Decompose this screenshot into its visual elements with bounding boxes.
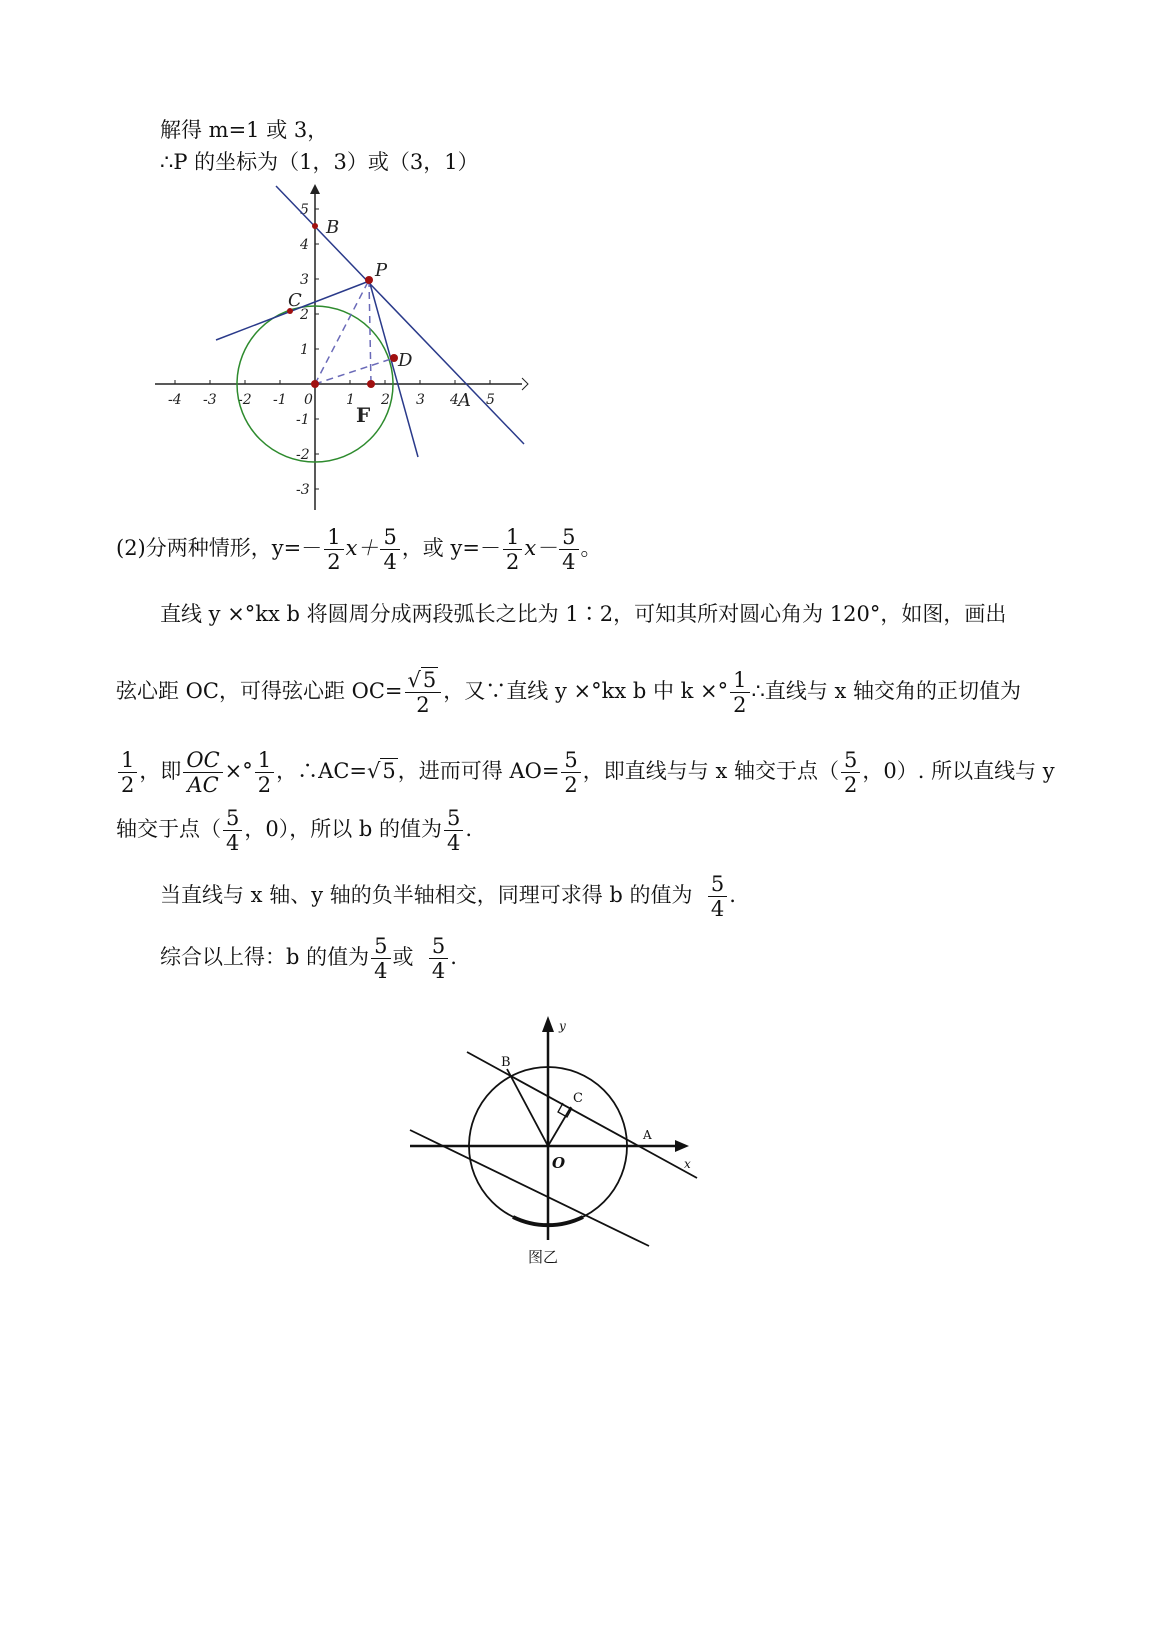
text-segment: ，∴AC=	[276, 759, 367, 783]
fraction-5-4: $\frac{5}{4}$	[371, 934, 390, 983]
point-b	[312, 223, 318, 229]
point-o	[311, 380, 319, 388]
fraction-5-4: $\frac{5}{4}$	[444, 806, 463, 855]
text-segment: 弦心距 OC，可得弦心距 OC=	[116, 679, 403, 703]
text-segment: ，或 y=－	[401, 536, 501, 560]
y-tick-label: 2	[300, 307, 309, 323]
point-p	[365, 276, 373, 284]
label-a: A	[643, 1128, 652, 1142]
dashed-pf	[369, 280, 371, 384]
x-tick-label: -3	[203, 392, 217, 408]
y-tick-label: 5	[300, 202, 309, 218]
text-segment: 。	[580, 536, 602, 560]
x-axis-arrow-icon	[522, 378, 528, 390]
y-axis-arrow-icon	[310, 184, 320, 194]
fraction-1-2: $\frac{1}{2}$	[255, 748, 274, 797]
x-tick-label: 5	[486, 392, 495, 408]
figure-caption: 图乙	[528, 1248, 559, 1266]
y-tick-label: 3	[300, 272, 309, 288]
text-line-chord-distance	[116, 662, 1021, 720]
y-tick-label: 1	[300, 342, 309, 358]
x-axis-arrow-icon	[675, 1140, 689, 1152]
fraction-5-2: $\frac{5}{2}$	[561, 748, 580, 797]
label-a: A	[458, 390, 471, 411]
fraction-sqrt5-2: $\frac{√5}{2}$	[405, 668, 442, 717]
text-segment: 或	[392, 945, 414, 969]
text-segment: x＋	[345, 536, 379, 560]
figure-1-coordinate-graph	[150, 180, 540, 515]
text-line-p-coordinates: ∴P 的坐标为（1，3）或（3，1）	[160, 150, 479, 174]
text-segment: ，0），所以 b 的值为	[244, 817, 443, 841]
label-b: B	[326, 217, 340, 238]
text-line-arc-ratio: 直线 y ×°kx b 将圆周分成两段弧长之比为 1∶2，可知其所对圆心角为 120°，如图，画出	[160, 602, 1007, 626]
text-segment: ，即直线与与 x 轴交于点（	[582, 759, 839, 783]
text-segment: ∴直线与 x 轴交角的正切值为	[751, 679, 1022, 703]
label-f: F	[356, 403, 371, 427]
text-segment: 轴交于点（	[116, 817, 221, 841]
line-upper-ab	[467, 1052, 697, 1178]
y-tick-label: 4	[300, 237, 309, 253]
text-segment: (2)分两种情形，y=－	[116, 536, 323, 560]
fraction-5-4: $\frac{5}{4}$	[429, 934, 448, 983]
y-axis-arrow-icon	[542, 1016, 554, 1032]
text-segment: .	[465, 817, 473, 841]
x-tick-label: 2	[381, 392, 390, 408]
label-c: C	[288, 290, 302, 311]
fraction-5-4: $\frac{5}{4}$	[380, 525, 399, 574]
y-tick-label: -3	[296, 482, 310, 498]
point-d	[390, 354, 398, 362]
x-tick-label: -4	[168, 392, 182, 408]
y-tick-label: -2	[296, 447, 310, 463]
label-p: P	[375, 260, 388, 281]
text-segment: ，进而可得 AO=	[397, 759, 560, 783]
fraction-5-4: $\frac{5}{4}$	[708, 872, 727, 921]
fraction-1-2: $\frac{1}{2}$	[118, 748, 137, 797]
label-x: x	[684, 1157, 691, 1171]
x-tick-label: -2	[238, 392, 252, 408]
label-b: B	[501, 1055, 511, 1070]
text-line-negative-case	[160, 866, 736, 924]
sqrt-5: √5	[367, 759, 396, 783]
text-segment: 综合以上得：b 的值为	[160, 945, 370, 969]
x-tick-label: -1	[273, 392, 287, 408]
label-d: D	[398, 350, 413, 371]
segment-ob	[507, 1069, 548, 1146]
label-c: C	[573, 1091, 583, 1106]
text-segment: ，又∵直线 y ×°kx b 中 k ×°	[443, 679, 729, 703]
x-tick-label: 1	[346, 392, 355, 408]
fraction-1-2: $\frac{1}{2}$	[503, 525, 522, 574]
text-line-solve-m: 解得 m=1 或 3，	[160, 118, 329, 142]
text-segment: ×°	[224, 759, 253, 783]
text-line-two-cases	[116, 519, 602, 577]
label-o: O	[552, 1154, 566, 1172]
text-segment: x－	[524, 536, 558, 560]
fraction-5-4: $\frac{5}{4}$	[559, 525, 578, 574]
text-segment: 当直线与 x 轴、y 轴的负半轴相交，同理可求得 b 的值为	[160, 883, 693, 907]
label-y: y	[559, 1019, 566, 1033]
text-line-tangent-value	[116, 742, 1055, 800]
fraction-1-2: $\frac{1}{2}$	[324, 525, 343, 574]
fraction-oc-ac: $\frac{OC}{AC}$	[183, 748, 222, 797]
y-tick-label: -1	[296, 412, 310, 428]
text-segment: ，即	[139, 759, 182, 783]
text-line-conclusion	[160, 928, 457, 986]
text-line-y-intercept	[116, 800, 472, 858]
point-f	[367, 380, 375, 388]
figure-2-circle-diagram	[405, 1012, 705, 1277]
text-segment: .	[450, 945, 457, 969]
line-lower	[410, 1130, 649, 1246]
text-segment: ，0）. 所以直线与 y	[862, 759, 1055, 783]
fraction-1-2: $\frac{1}{2}$	[730, 668, 749, 717]
x-tick-label: 3	[416, 392, 425, 408]
x-tick-label: 4	[450, 392, 459, 408]
text-segment: .	[729, 883, 736, 907]
x-tick-label: 0	[304, 392, 313, 408]
fraction-5-2: $\frac{5}{2}$	[841, 748, 860, 797]
fraction-5-4: $\frac{5}{4}$	[223, 806, 242, 855]
